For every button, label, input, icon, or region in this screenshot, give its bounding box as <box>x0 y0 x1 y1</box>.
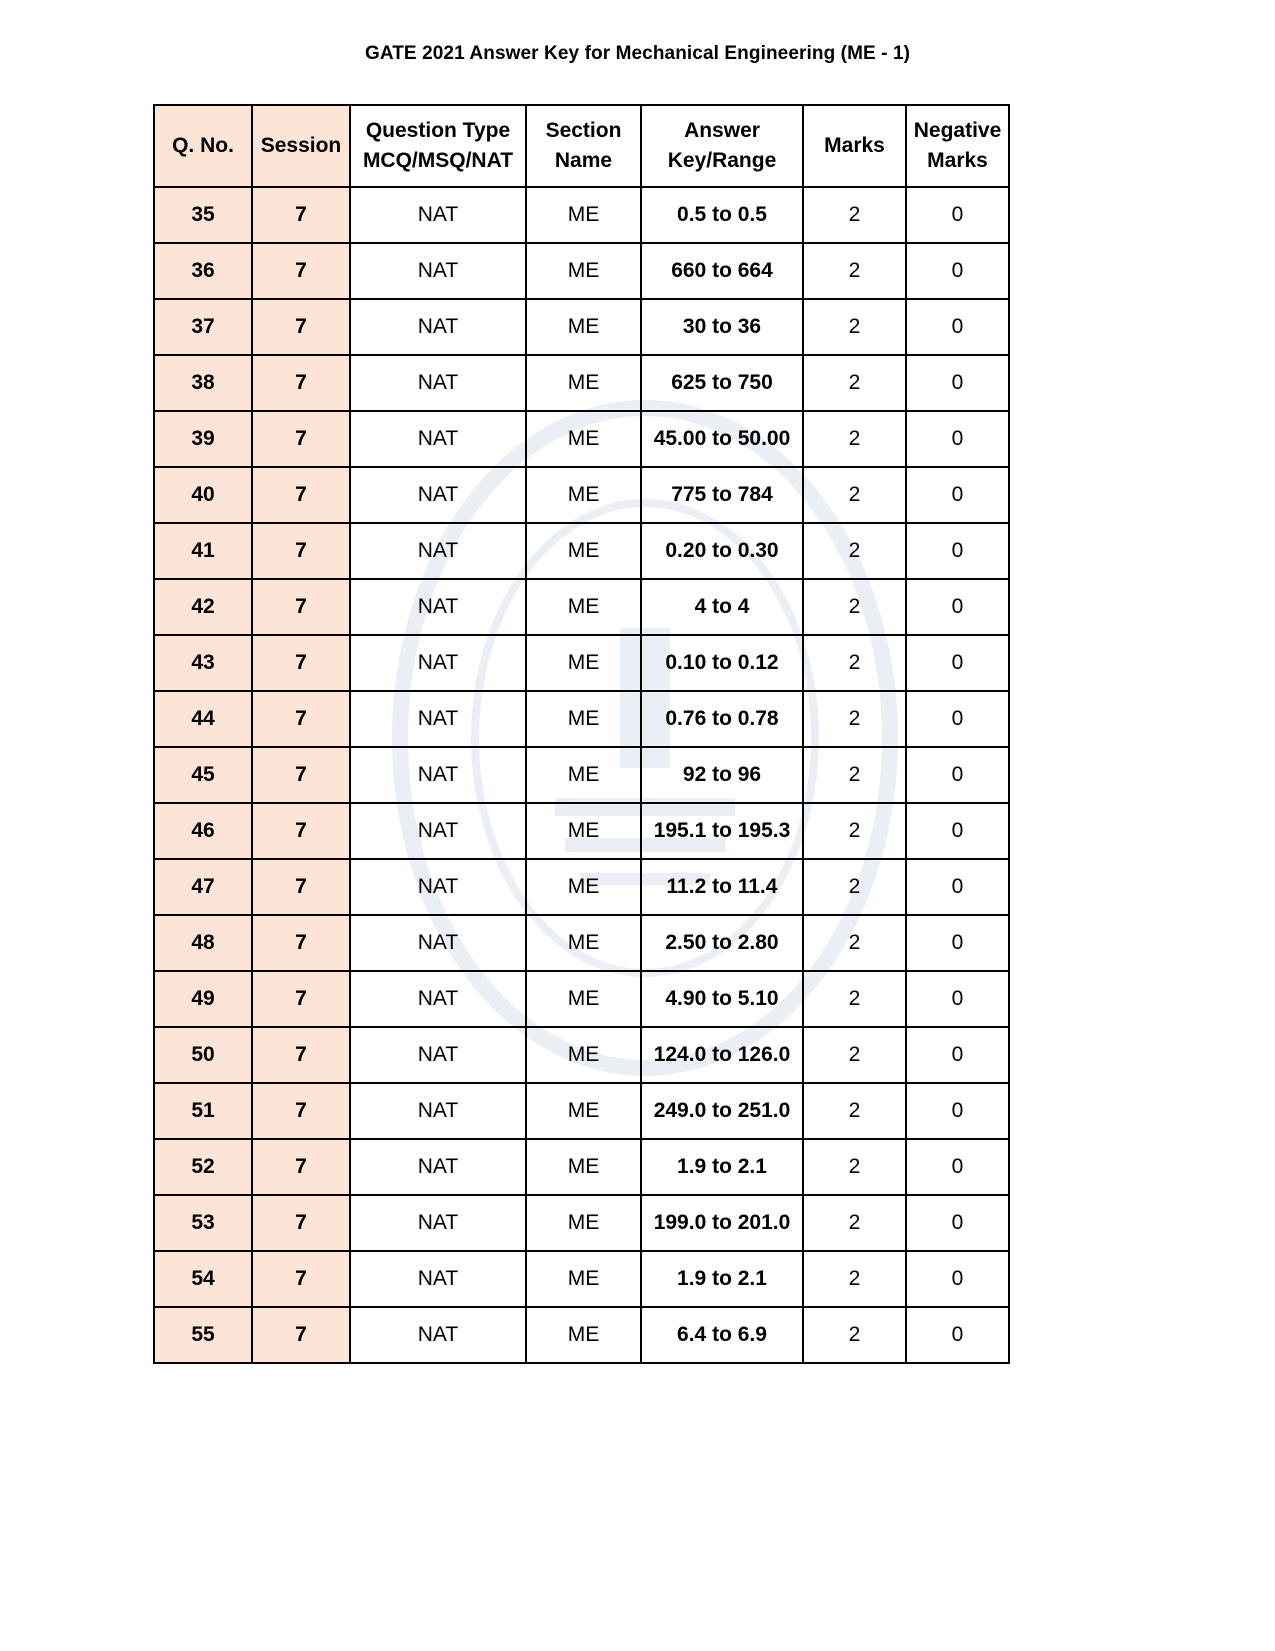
header-question-type <box>350 105 526 187</box>
header-negative-marks <box>906 105 1009 187</box>
cell-question-type: NAT <box>350 635 526 691</box>
cell-question-number: 46 <box>154 803 252 859</box>
header-negative-line1: Negative <box>913 119 1002 142</box>
cell-marks: 2 <box>803 411 906 467</box>
table-row <box>154 1139 1009 1195</box>
header-section-line2: Name <box>554 149 613 172</box>
header-qno <box>154 105 252 187</box>
cell-section-name: ME <box>526 635 641 691</box>
cell-question-number: 40 <box>154 467 252 523</box>
cell-marks: 2 <box>803 299 906 355</box>
cell-marks: 2 <box>803 523 906 579</box>
header-row <box>154 105 1009 187</box>
cell-question-number: 45 <box>154 747 252 803</box>
cell-session: 7 <box>252 523 350 579</box>
cell-negative-marks: 0 <box>906 299 1009 355</box>
cell-marks: 2 <box>803 915 906 971</box>
cell-negative-marks: 0 <box>906 915 1009 971</box>
cell-session: 7 <box>252 187 350 243</box>
cell-section-name: ME <box>526 1139 641 1195</box>
cell-answer-range: 775 to 784 <box>641 467 803 523</box>
cell-marks: 2 <box>803 1195 906 1251</box>
cell-marks: 2 <box>803 1307 906 1363</box>
cell-negative-marks: 0 <box>906 635 1009 691</box>
cell-negative-marks: 0 <box>906 1307 1009 1363</box>
cell-answer-range: 4 to 4 <box>641 579 803 635</box>
cell-question-type: NAT <box>350 1251 526 1307</box>
cell-session: 7 <box>252 971 350 1027</box>
cell-question-number: 42 <box>154 579 252 635</box>
cell-question-type: NAT <box>350 1027 526 1083</box>
cell-question-type: NAT <box>350 1195 526 1251</box>
cell-marks: 2 <box>803 243 906 299</box>
header-marks <box>803 105 906 187</box>
header-answer-line2: Key/Range <box>667 149 777 172</box>
cell-answer-range: 1.9 to 2.1 <box>641 1139 803 1195</box>
cell-marks: 2 <box>803 691 906 747</box>
table-row <box>154 411 1009 467</box>
header-answer-line1: Answer <box>684 119 760 142</box>
cell-section-name: ME <box>526 243 641 299</box>
cell-answer-range: 92 to 96 <box>641 747 803 803</box>
cell-marks: 2 <box>803 803 906 859</box>
header-section-name <box>526 105 641 187</box>
cell-session: 7 <box>252 243 350 299</box>
table-row <box>154 355 1009 411</box>
header-negative-line2: Marks <box>927 149 988 172</box>
cell-question-number: 53 <box>154 1195 252 1251</box>
cell-question-type: NAT <box>350 467 526 523</box>
cell-answer-range: 30 to 36 <box>641 299 803 355</box>
cell-negative-marks: 0 <box>906 243 1009 299</box>
cell-section-name: ME <box>526 355 641 411</box>
cell-marks: 2 <box>803 1251 906 1307</box>
cell-section-name: ME <box>526 299 641 355</box>
cell-negative-marks: 0 <box>906 971 1009 1027</box>
cell-marks: 2 <box>803 859 906 915</box>
cell-marks: 2 <box>803 1139 906 1195</box>
cell-negative-marks: 0 <box>906 187 1009 243</box>
cell-session: 7 <box>252 411 350 467</box>
cell-negative-marks: 0 <box>906 1027 1009 1083</box>
cell-question-type: NAT <box>350 411 526 467</box>
table-row <box>154 299 1009 355</box>
cell-session: 7 <box>252 355 350 411</box>
cell-answer-range: 6.4 to 6.9 <box>641 1307 803 1363</box>
cell-section-name: ME <box>526 971 641 1027</box>
cell-answer-range: 660 to 664 <box>641 243 803 299</box>
cell-session: 7 <box>252 859 350 915</box>
cell-question-number: 38 <box>154 355 252 411</box>
cell-question-type: NAT <box>350 1139 526 1195</box>
cell-question-type: NAT <box>350 579 526 635</box>
cell-negative-marks: 0 <box>906 579 1009 635</box>
cell-session: 7 <box>252 1307 350 1363</box>
cell-marks: 2 <box>803 1083 906 1139</box>
cell-section-name: ME <box>526 915 641 971</box>
cell-question-number: 44 <box>154 691 252 747</box>
cell-answer-range: 45.00 to 50.00 <box>641 411 803 467</box>
table-row <box>154 1083 1009 1139</box>
cell-question-type: NAT <box>350 523 526 579</box>
cell-question-type: NAT <box>350 803 526 859</box>
cell-answer-range: 124.0 to 126.0 <box>641 1027 803 1083</box>
cell-question-type: NAT <box>350 691 526 747</box>
header-question-type-line2: MCQ/MSQ/NAT <box>362 149 514 172</box>
cell-marks: 2 <box>803 971 906 1027</box>
cell-question-number: 50 <box>154 1027 252 1083</box>
cell-answer-range: 0.76 to 0.78 <box>641 691 803 747</box>
cell-question-number: 41 <box>154 523 252 579</box>
table-body <box>154 187 1009 1363</box>
table-row <box>154 747 1009 803</box>
cell-question-number: 48 <box>154 915 252 971</box>
cell-question-number: 49 <box>154 971 252 1027</box>
table-row <box>154 691 1009 747</box>
table-row <box>154 579 1009 635</box>
cell-answer-range: 4.90 to 5.10 <box>641 971 803 1027</box>
table-row <box>154 635 1009 691</box>
cell-session: 7 <box>252 1027 350 1083</box>
answer-key-table <box>153 104 1010 1364</box>
table-row <box>154 243 1009 299</box>
cell-answer-range: 11.2 to 11.4 <box>641 859 803 915</box>
table-row <box>154 467 1009 523</box>
cell-marks: 2 <box>803 579 906 635</box>
cell-negative-marks: 0 <box>906 467 1009 523</box>
header-session <box>252 105 350 187</box>
cell-section-name: ME <box>526 1083 641 1139</box>
table-row <box>154 523 1009 579</box>
cell-question-number: 35 <box>154 187 252 243</box>
cell-section-name: ME <box>526 803 641 859</box>
cell-session: 7 <box>252 803 350 859</box>
table-row <box>154 1307 1009 1363</box>
cell-marks: 2 <box>803 355 906 411</box>
table-row <box>154 187 1009 243</box>
header-session-label: Session <box>260 134 342 157</box>
cell-section-name: ME <box>526 1195 641 1251</box>
cell-answer-range: 0.10 to 0.12 <box>641 635 803 691</box>
cell-answer-range: 249.0 to 251.0 <box>641 1083 803 1139</box>
cell-question-type: NAT <box>350 187 526 243</box>
cell-answer-range: 0.5 to 0.5 <box>641 187 803 243</box>
cell-session: 7 <box>252 915 350 971</box>
cell-question-number: 39 <box>154 411 252 467</box>
table-row <box>154 1195 1009 1251</box>
cell-section-name: ME <box>526 1027 641 1083</box>
cell-question-type: NAT <box>350 1307 526 1363</box>
cell-answer-range: 199.0 to 201.0 <box>641 1195 803 1251</box>
cell-negative-marks: 0 <box>906 523 1009 579</box>
cell-question-type: NAT <box>350 971 526 1027</box>
cell-answer-range: 1.9 to 2.1 <box>641 1251 803 1307</box>
cell-negative-marks: 0 <box>906 411 1009 467</box>
cell-section-name: ME <box>526 467 641 523</box>
cell-section-name: ME <box>526 187 641 243</box>
cell-section-name: ME <box>526 1251 641 1307</box>
cell-marks: 2 <box>803 467 906 523</box>
cell-session: 7 <box>252 467 350 523</box>
cell-question-number: 54 <box>154 1251 252 1307</box>
cell-question-number: 37 <box>154 299 252 355</box>
cell-question-number: 36 <box>154 243 252 299</box>
cell-negative-marks: 0 <box>906 1083 1009 1139</box>
cell-question-type: NAT <box>350 355 526 411</box>
table-row <box>154 1251 1009 1307</box>
cell-question-number: 51 <box>154 1083 252 1139</box>
cell-answer-range: 195.1 to 195.3 <box>641 803 803 859</box>
cell-negative-marks: 0 <box>906 859 1009 915</box>
table-row <box>154 915 1009 971</box>
cell-session: 7 <box>252 1251 350 1307</box>
cell-negative-marks: 0 <box>906 1139 1009 1195</box>
cell-section-name: ME <box>526 747 641 803</box>
cell-question-type: NAT <box>350 859 526 915</box>
cell-session: 7 <box>252 1083 350 1139</box>
cell-question-type: NAT <box>350 747 526 803</box>
cell-section-name: ME <box>526 1307 641 1363</box>
cell-answer-range: 0.20 to 0.30 <box>641 523 803 579</box>
cell-negative-marks: 0 <box>906 355 1009 411</box>
table-row <box>154 859 1009 915</box>
cell-session: 7 <box>252 579 350 635</box>
cell-question-type: NAT <box>350 1083 526 1139</box>
cell-negative-marks: 0 <box>906 1195 1009 1251</box>
cell-answer-range: 2.50 to 2.80 <box>641 915 803 971</box>
cell-marks: 2 <box>803 1027 906 1083</box>
header-section-line1: Section <box>545 119 622 142</box>
cell-question-number: 52 <box>154 1139 252 1195</box>
header-qno-label: Q. No. <box>172 134 234 157</box>
cell-question-type: NAT <box>350 915 526 971</box>
table-row <box>154 971 1009 1027</box>
cell-negative-marks: 0 <box>906 747 1009 803</box>
header-question-type-line1: Question Type <box>365 119 511 142</box>
table-header <box>154 105 1009 187</box>
cell-session: 7 <box>252 747 350 803</box>
cell-question-number: 43 <box>154 635 252 691</box>
cell-negative-marks: 0 <box>906 691 1009 747</box>
cell-question-type: NAT <box>350 299 526 355</box>
cell-session: 7 <box>252 299 350 355</box>
cell-negative-marks: 0 <box>906 803 1009 859</box>
cell-question-number: 47 <box>154 859 252 915</box>
cell-marks: 2 <box>803 187 906 243</box>
cell-session: 7 <box>252 691 350 747</box>
cell-question-number: 55 <box>154 1307 252 1363</box>
document-title: GATE 2021 Answer Key for Mechanical Engineering (ME - 1) <box>364 43 911 64</box>
cell-session: 7 <box>252 1139 350 1195</box>
header-answer-key <box>641 105 803 187</box>
header-marks-label: Marks <box>824 134 885 157</box>
table-row <box>154 803 1009 859</box>
cell-section-name: ME <box>526 691 641 747</box>
cell-section-name: ME <box>526 411 641 467</box>
cell-marks: 2 <box>803 635 906 691</box>
cell-section-name: ME <box>526 579 641 635</box>
cell-section-name: ME <box>526 523 641 579</box>
table-row <box>154 1027 1009 1083</box>
cell-answer-range: 625 to 750 <box>641 355 803 411</box>
cell-marks: 2 <box>803 747 906 803</box>
cell-section-name: ME <box>526 859 641 915</box>
cell-session: 7 <box>252 635 350 691</box>
cell-negative-marks: 0 <box>906 1251 1009 1307</box>
cell-session: 7 <box>252 1195 350 1251</box>
cell-question-type: NAT <box>350 243 526 299</box>
